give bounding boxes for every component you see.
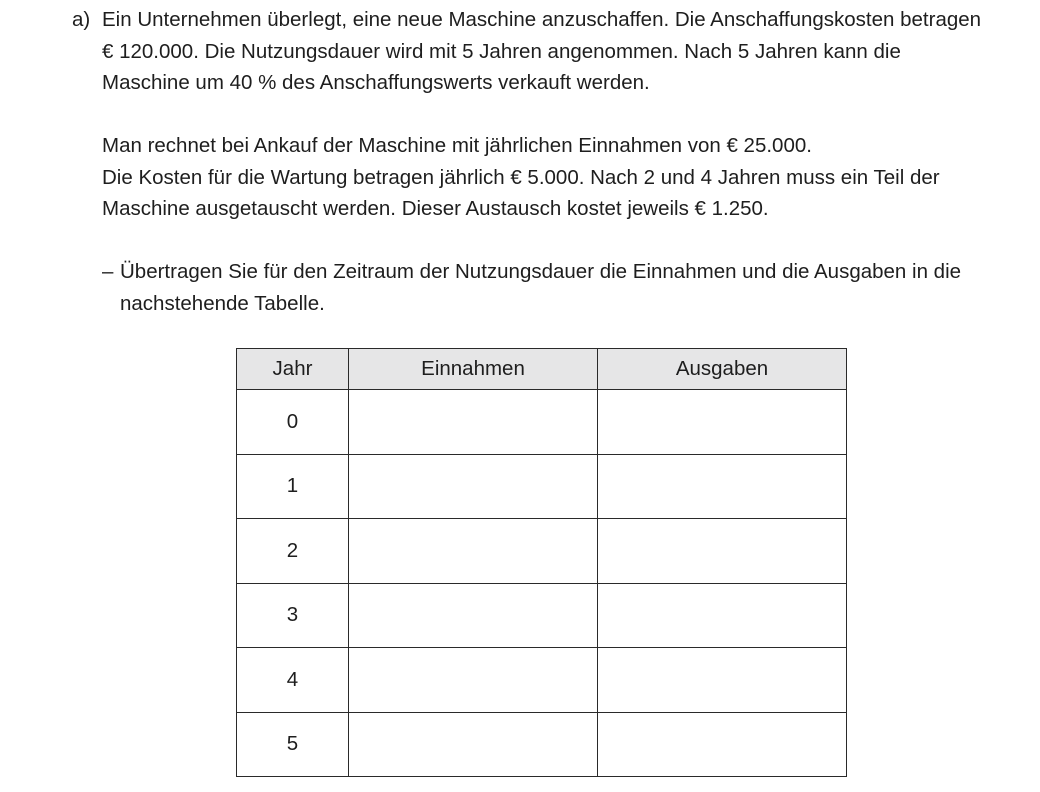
cell-jahr: 1	[237, 454, 349, 519]
header-jahr: Jahr	[237, 349, 349, 390]
cell-einnahmen[interactable]	[349, 519, 598, 584]
instruction	[102, 256, 992, 319]
paragraph-income-line: Man rechnet bei Ankauf der Maschine mit jährlichen Einnahmen von € 25.000.	[102, 134, 812, 157]
cell-jahr: 2	[237, 519, 349, 584]
cell-jahr: 0	[237, 390, 349, 455]
table-row	[237, 648, 847, 713]
cell-ausgaben[interactable]	[598, 583, 847, 648]
table-row	[237, 712, 847, 777]
table-row	[237, 583, 847, 648]
table-row	[237, 454, 847, 519]
answer-table	[236, 348, 847, 777]
task-label: a)	[72, 8, 91, 31]
cell-ausgaben[interactable]	[598, 519, 847, 584]
cell-ausgaben[interactable]	[598, 454, 847, 519]
cell-ausgaben[interactable]	[598, 390, 847, 455]
cell-jahr: 5	[237, 712, 349, 777]
cell-ausgaben[interactable]	[598, 648, 847, 713]
instruction-text: Übertragen Sie für den Zeitraum der Nutzungsdauer die Einnahmen und die Ausgaben in die nachstehende Tabelle.	[120, 260, 962, 315]
cell-jahr: 4	[237, 648, 349, 713]
instruction-dash: –	[102, 260, 114, 283]
table-row	[237, 390, 847, 455]
paragraph-costs-line: Die Kosten für die Wartung betragen jährlich € 5.000. Nach 2 und 4 Jahren muss ein Teil der Maschine ausgetauscht werden. Dieser Austausch kostet jeweils € 1.250.	[102, 165, 940, 220]
table-header-row	[237, 349, 847, 390]
paragraph-machine-purchase: Ein Unternehmen überlegt, eine neue Maschine anzuschaffen. Die Anschaffungskosten betragen € 120.000. Die Nutzungsdauer wird mit 5 Jahren angenommen. Nach 5 Jahren kann die Maschine um 40 % des Anschaffungswerts verkauft werden.	[102, 8, 982, 94]
cell-jahr: 3	[237, 583, 349, 648]
cell-einnahmen[interactable]	[349, 583, 598, 648]
table-row	[237, 519, 847, 584]
header-ausgaben: Ausgaben	[598, 349, 847, 390]
cell-einnahmen[interactable]	[349, 390, 598, 455]
cell-ausgaben[interactable]	[598, 712, 847, 777]
header-einnahmen: Einnahmen	[349, 349, 598, 390]
task-body	[102, 4, 992, 319]
cell-einnahmen[interactable]	[349, 712, 598, 777]
task-a	[72, 4, 992, 319]
cell-einnahmen[interactable]	[349, 454, 598, 519]
cell-einnahmen[interactable]	[349, 648, 598, 713]
paragraph-income-costs	[102, 130, 992, 225]
